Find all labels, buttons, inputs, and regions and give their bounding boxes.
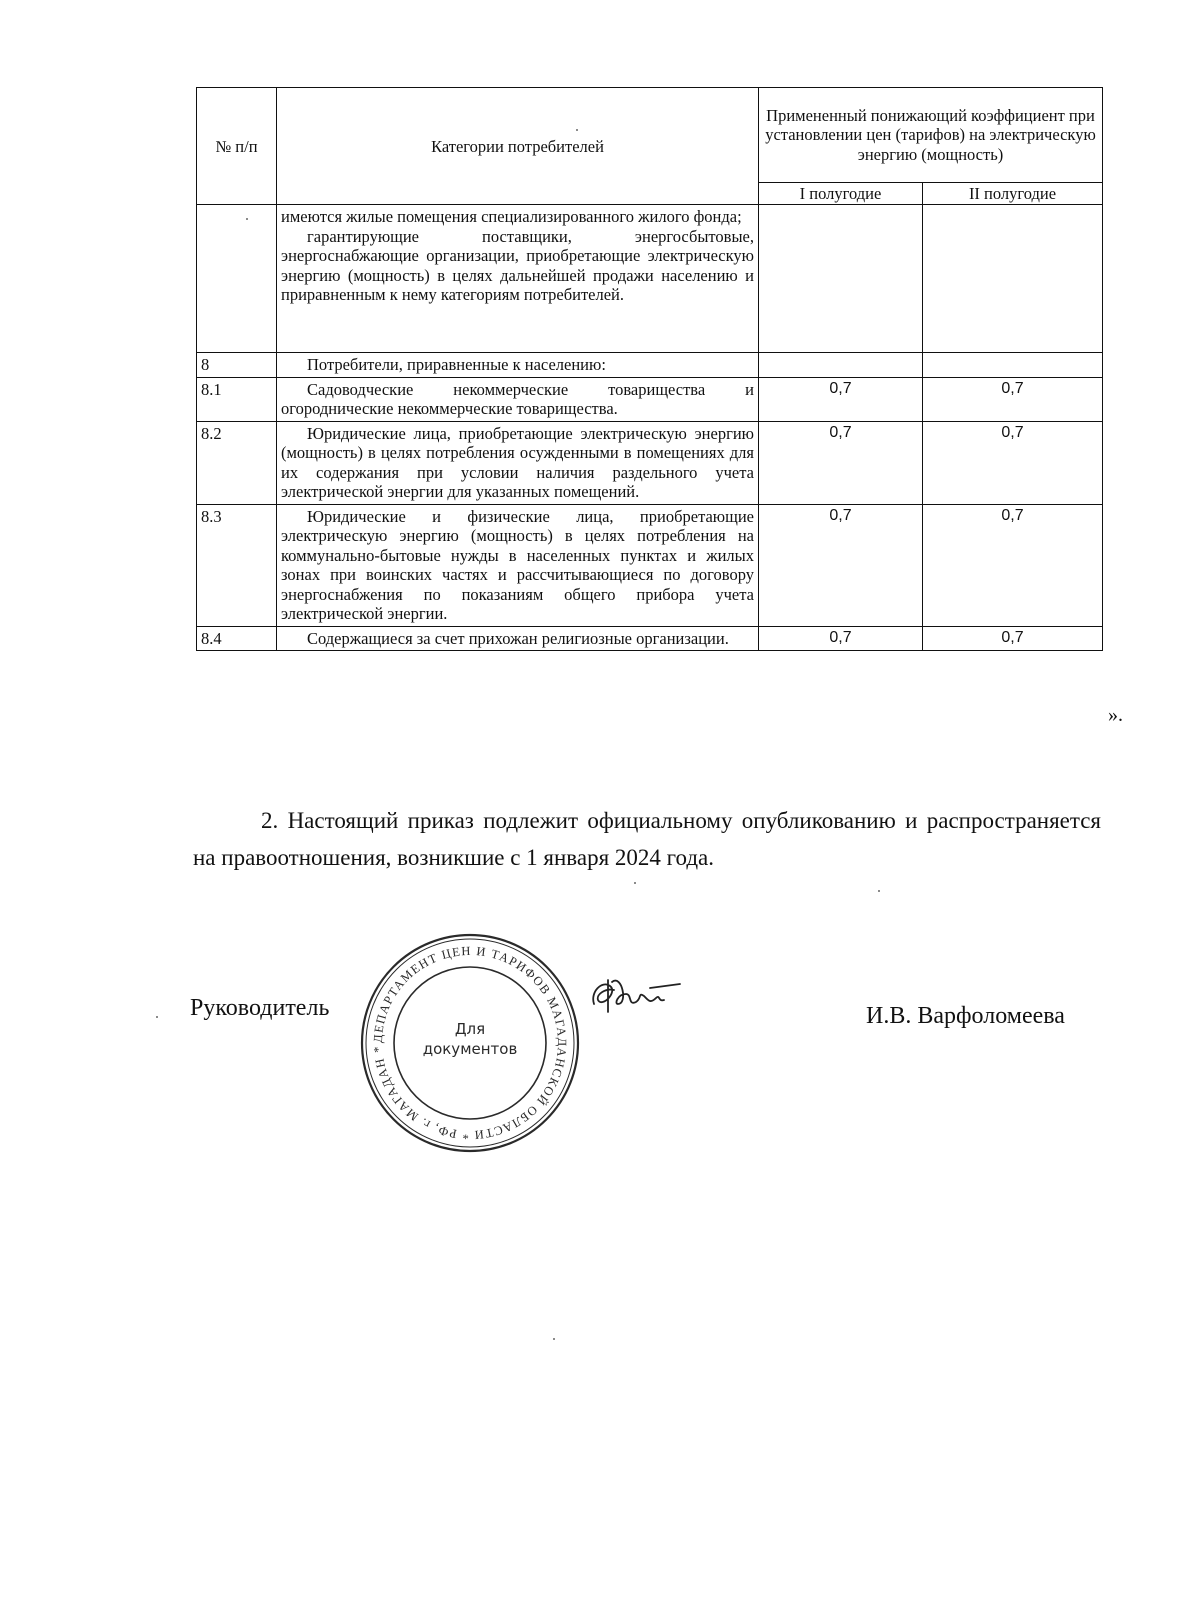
category-paragraph: имеются жилые помещения специализированного жилого фонда; (281, 207, 742, 227)
scan-speck (553, 1338, 555, 1340)
scan-speck (246, 218, 248, 220)
row-category (277, 377, 759, 421)
row-category (277, 421, 759, 504)
stamp-center-line-1: Для (454, 1020, 486, 1038)
value-half-year-1: 0,7 (759, 504, 923, 626)
row-number: 8.4 (197, 626, 277, 650)
official-stamp (357, 930, 583, 1156)
value-half-year-1 (759, 353, 923, 377)
table-row (197, 504, 1103, 626)
row-number: 8.3 (197, 504, 277, 626)
header-category: Категории потребителей (277, 88, 759, 205)
signatory-name: И.В. Варфоломеева (866, 1003, 1065, 1029)
value-half-year-2: 0,7 (923, 504, 1103, 626)
value-half-year-2 (923, 353, 1103, 377)
row-number: 8.2 (197, 421, 277, 504)
value-half-year-2: 0,7 (923, 421, 1103, 504)
category-paragraph: гарантирующие поставщики, энергосбытовые, энергоснабжающие организации, приобретающие электрическую энергию (мощность) в целях дальнейшей продажи населению и приравненным к нему категориям потребителей. (281, 226, 754, 305)
category-text: Содержащиеся за счет прихожан религиозные организации. (307, 628, 729, 648)
header-coefficient: Примененный понижающий коэффициент при установлении цен (тарифов) на электрическую энергию (мощность) (759, 88, 1103, 183)
table-row (197, 353, 1103, 377)
header-half-year-1: I полугодие (759, 183, 923, 205)
row-category (277, 504, 759, 626)
value-half-year-1 (759, 205, 923, 353)
category-text: Садоводческие некоммерческие товарищества и огороднические некоммерческие товарищества. (281, 379, 754, 419)
row-number: 8.1 (197, 377, 277, 421)
value-half-year-2 (923, 205, 1103, 353)
handwritten-signature (588, 974, 684, 1018)
row-category (277, 353, 759, 377)
scan-speck (156, 1016, 158, 1018)
header-number: № п/п (197, 88, 277, 205)
category-text: Потребители, приравненные к населению: (307, 355, 606, 375)
scan-speck (878, 890, 880, 892)
value-half-year-1: 0,7 (759, 377, 923, 421)
table-row (197, 421, 1103, 504)
stamp-center-line-2: документов (422, 1040, 518, 1058)
row-category (277, 205, 759, 353)
row-number: 8 (197, 353, 277, 377)
value-half-year-1: 0,7 (759, 421, 923, 504)
header-half-year-2: II полугодие (923, 183, 1103, 205)
signatory-title: Руководитель (190, 995, 330, 1021)
value-half-year-2: 0,7 (923, 377, 1103, 421)
row-number (197, 205, 277, 353)
category-text: Юридические и физические лица, приобретающие электрическую энергию (мощность) в целях потребления на коммунально-бытовые нужды в населенных пунктах и жилых зонах при воинских частях и рассчитывающиеся по договору энергоснабжения по показаниям общего прибора учета электрической энергии. (281, 506, 754, 624)
scan-speck (576, 129, 578, 131)
stamp-ring-text-path: ДЕПАРТАМЕНТ ЦЕН И ТАРИФОВ МАГАДАНСКОЙ ОБЛАСТИ * РФ, г. МАГАДАН * (370, 943, 570, 1143)
row-category (277, 626, 759, 650)
table-row (197, 377, 1103, 421)
value-half-year-1: 0,7 (759, 626, 923, 650)
table-row (197, 626, 1103, 650)
closing-quote: ». (1108, 704, 1123, 726)
tariff-coefficient-table (196, 87, 1103, 651)
value-half-year-2: 0,7 (923, 626, 1103, 650)
table-header-row (197, 88, 1103, 183)
scan-speck (634, 882, 636, 884)
category-text: Юридические лица, приобретающие электрическую энергию (мощность) в целях потребления осужденными в помещениях для их содержания при условии наличия раздельного учета электрической энергии для указанных помещений. (281, 423, 754, 502)
paragraph-publication: 2. Настоящий приказ подлежит официальному опубликованию и распространяется на правоотношения, возникшие с 1 января 2024 года. (193, 808, 1101, 870)
table-row-continuation (197, 205, 1103, 353)
